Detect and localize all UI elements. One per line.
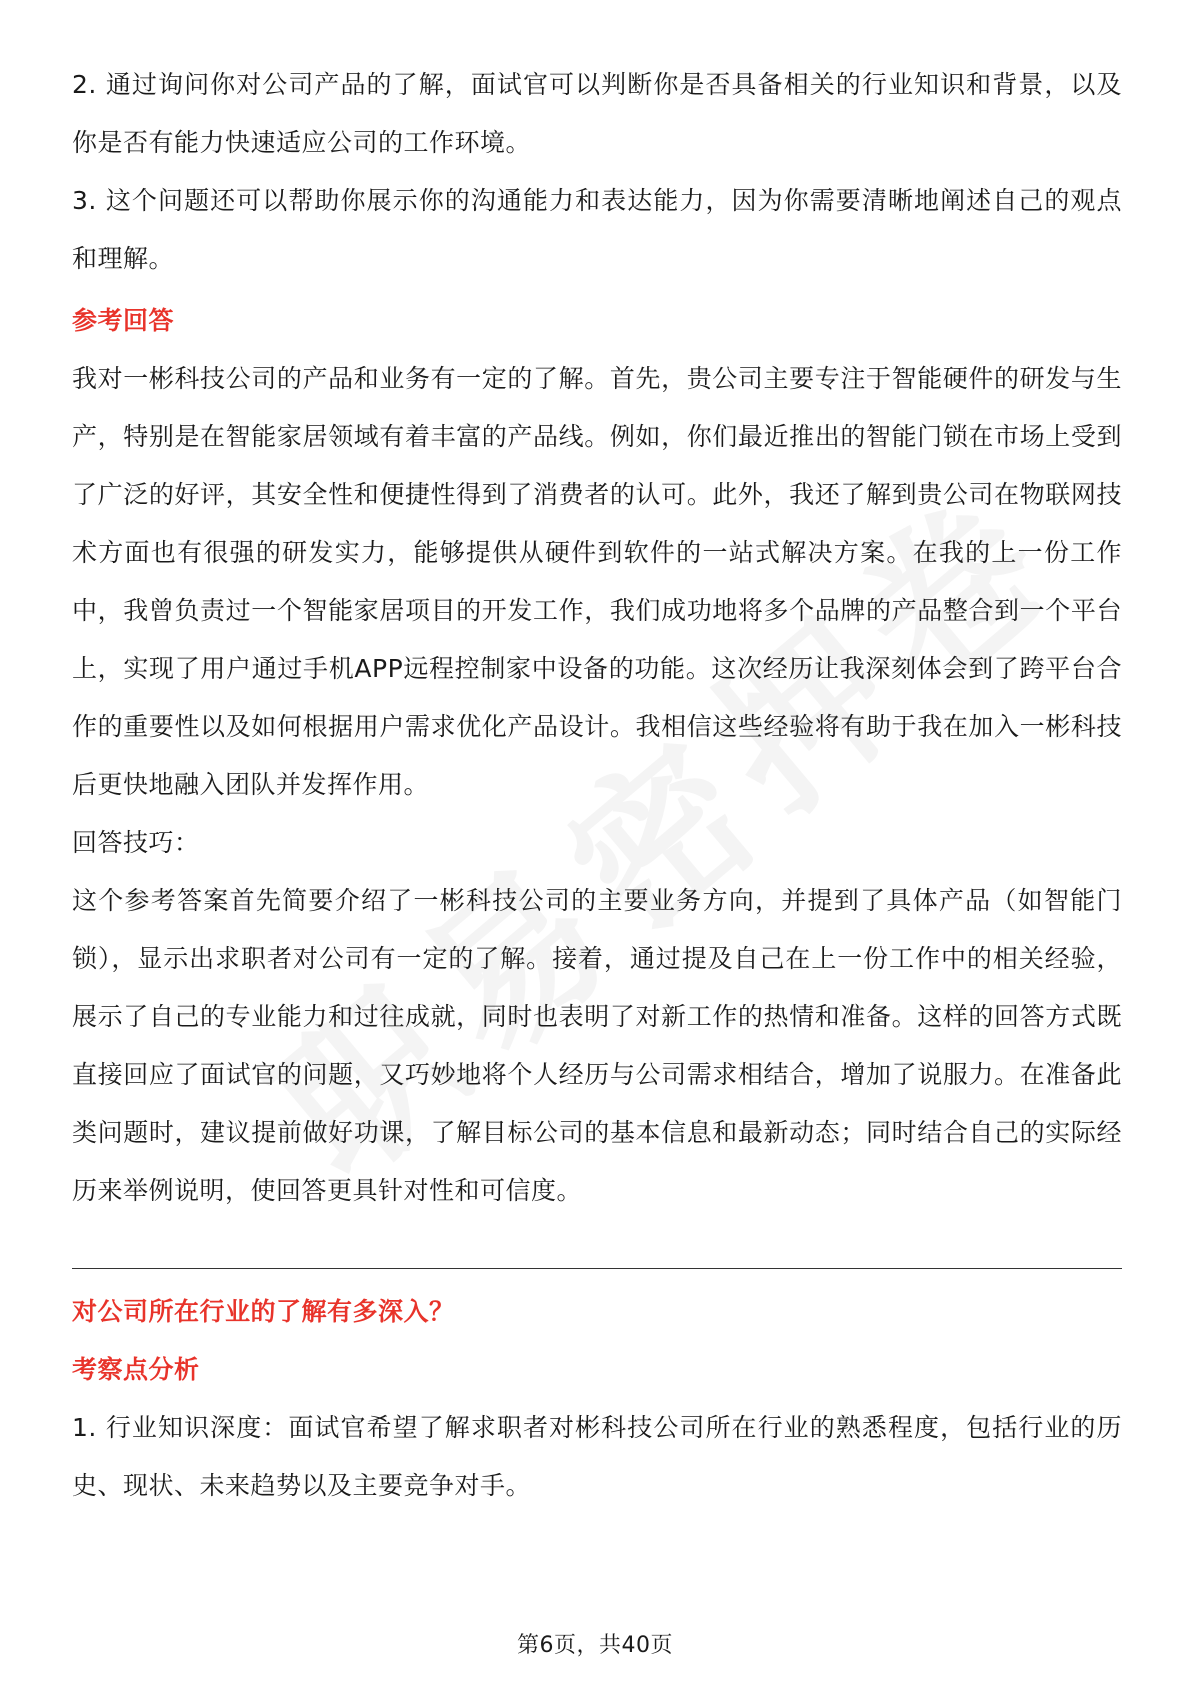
analysis-point-1: 1. 行业知识深度：面试官希望了解求职者对彬科技公司所在行业的熟悉程度，包括行业的历史、现状、未来趋势以及主要竞争对手。 xyxy=(72,1413,1122,1500)
intro-point-2: 2. 通过询问你对公司产品的了解，面试官可以判断你是否具备相关的行业知识和背景，以及你是否有能力快速适应公司的工作环境。 xyxy=(72,70,1122,157)
intro-point-3: 3. 这个问题还可以帮助你展示你的沟通能力和表达能力，因为你需要清晰地阐述自己的观点和理解。 xyxy=(72,186,1122,273)
analysis-heading: 考察点分析 xyxy=(72,1355,200,1384)
page-content xyxy=(72,56,1122,1515)
question-title: 对公司所在行业的了解有多深入？ xyxy=(72,1297,455,1326)
tips-label: 回答技巧： xyxy=(72,828,200,857)
section-divider xyxy=(72,1268,1122,1269)
page-footer: 第6页，共40页 xyxy=(517,1633,673,1658)
reference-answer: 我对一彬科技公司的产品和业务有一定的了解。首先，贵公司主要专注于智能硬件的研发与生产，特别是在智能家居领域有着丰富的产品线。例如，你们最近推出的智能门锁在市场上受到了广泛的好评，其安全性和便捷性得到了消费者的认可。此外，我还了解到贵公司在物联网技术方面也有很强的研发实力，能够提供从硬件到软件的一站式解决方案。在我的上一份工作中，我曾负责过一个智能家居项目的开发工作，我们成功地将多个品牌的产品整合到一个平台上，实现了用户通过手机APP远程控制家中设备的功能。这次经历让我深刻体会到了跨平台合作的重要性以及如何根据用户需求优化产品设计。我相信这些经验将有助于我在加入一彬科技后更快地融入团队并发挥作用。 xyxy=(72,364,1122,799)
reference-heading: 参考回答 xyxy=(72,306,175,335)
tips-text: 这个参考答案首先简要介绍了一彬科技公司的主要业务方向，并提到了具体产品（如智能门锁），显示出求职者对公司有一定的了解。接着，通过提及自己在上一份工作中的相关经验，展示了自己的专业能力和过往成就，同时也表明了对新工作的热情和准备。这样的回答方式既直接回应了面试官的问题，又巧妙地将个人经历与公司需求相结合，增加了说服力。在准备此类问题时，建议提前做好功课，了解目标公司的基本信息和最新动态；同时结合自己的实际经历来举例说明，使回答更具针对性和可信度。 xyxy=(72,886,1122,1205)
